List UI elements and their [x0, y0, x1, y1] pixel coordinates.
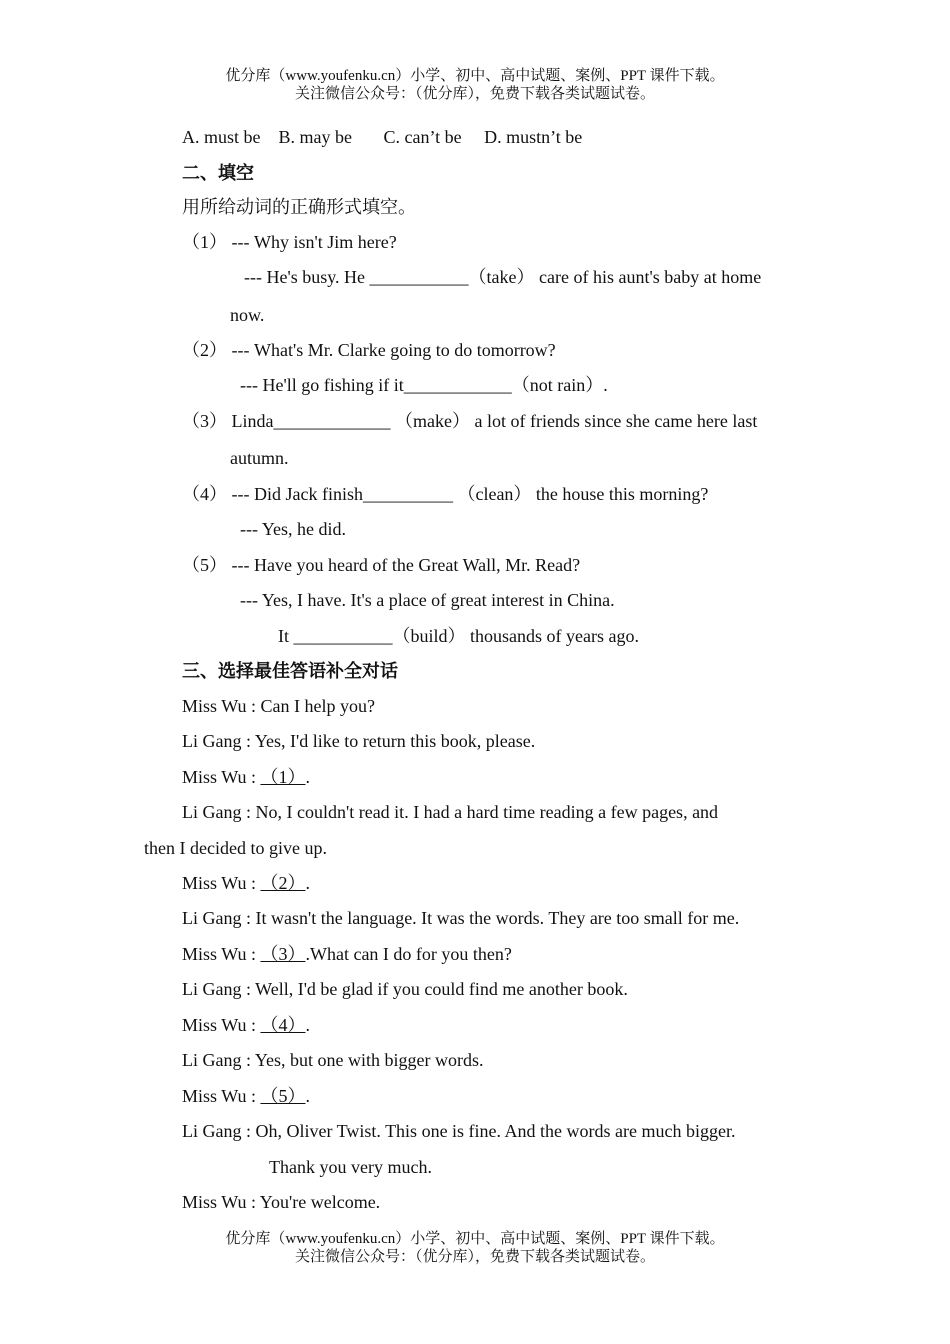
answer-blank-5: （5） — [260, 1086, 306, 1106]
dialogue-line: Miss Wu : （2）. — [182, 873, 310, 893]
dialogue-line: Li Gang : Yes, I'd like to return this book, please. — [182, 731, 536, 751]
answer-blank-2: （2） — [260, 873, 306, 893]
section-2-title: 二、填空 — [182, 163, 254, 183]
dialogue-line: Miss Wu : （5）. — [182, 1086, 310, 1106]
header-line-2: 关注微信公众号：（优分库），免费下载各类试题试卷。 — [294, 86, 655, 102]
header-line-1: 优分库（www.youfenku.cn）小学、初中、高中试题、案例、PPT 课件下载。 — [225, 68, 725, 84]
question-1-answer: --- He's busy. He ___________（take） care of his aunt's baby at home — [244, 267, 762, 287]
options-line: A. must be B. may be C. can’t be D. mustn’t be — [182, 127, 583, 147]
section-2-instruction: 用所给动词的正确形式填空。 — [182, 197, 416, 217]
question-1-continuation: now. — [230, 305, 265, 325]
question-2-answer: --- He'll go fishing if it____________（not rain）. — [240, 375, 608, 395]
question-5-continuation: It ___________（build） thousands of years ago. — [278, 626, 639, 646]
section-3-title: 三、选择最佳答语补全对话 — [182, 661, 398, 681]
dialogue-line: Miss Wu : You're welcome. — [182, 1192, 381, 1212]
answer-blank-4: （4） — [260, 1015, 306, 1035]
footer-line-2: 关注微信公众号：（优分库），免费下载各类试题试卷。 — [294, 1249, 655, 1265]
dialogue-line: Li Gang : It wasn't the language. It was the words. They are too small for me. — [182, 908, 740, 928]
speaker-label: Miss Wu : — [182, 767, 261, 787]
question-2-prompt: （2） --- What's Mr. Clarke going to do tomorrow? — [182, 340, 556, 360]
dialogue-line: Miss Wu : （4）. — [182, 1015, 310, 1035]
question-3-prompt: （3） Linda_____________ （make） a lot of friends since she came here last — [182, 411, 758, 431]
page-footer — [0, 1230, 950, 1266]
speaker-label: Miss Wu : — [182, 1015, 261, 1035]
dialogue-line: Miss Wu : （3）.What can I do for you then? — [182, 944, 512, 964]
answer-blank-3: （3） — [260, 944, 306, 964]
speaker-label: Miss Wu : — [182, 873, 261, 893]
speaker-label: Miss Wu : — [182, 944, 261, 964]
dialogue-line-continuation: Thank you very much. — [269, 1157, 432, 1177]
dialogue-line: Li Gang : Yes, but one with bigger words. — [182, 1050, 484, 1070]
dialogue-line-continuation: then I decided to give up. — [144, 838, 327, 858]
question-4-answer: --- Yes, he did. — [240, 519, 346, 539]
dialogue-line: Miss Wu : （1）. — [182, 767, 310, 787]
answer-blank-1: （1） — [260, 767, 306, 787]
question-1-prompt: （1） --- Why isn't Jim here? — [182, 232, 397, 252]
dialogue-line: Li Gang : No, I couldn't read it. I had a hard time reading a few pages, and — [182, 802, 719, 822]
footer-line-1: 优分库（www.youfenku.cn）小学、初中、高中试题、案例、PPT 课件下载。 — [225, 1231, 725, 1247]
page-header — [0, 67, 950, 103]
dialogue-line: Li Gang : Oh, Oliver Twist. This one is fine. And the words are much bigger. — [182, 1121, 736, 1141]
question-5-prompt: （5） --- Have you heard of the Great Wall, Mr. Read? — [182, 555, 581, 575]
question-5-answer: --- Yes, I have. It's a place of great interest in China. — [240, 590, 615, 610]
question-4-prompt: （4） --- Did Jack finish__________ （clean） the house this morning? — [182, 484, 709, 504]
question-3-continuation: autumn. — [230, 448, 289, 468]
dialogue-line: Li Gang : Well, I'd be glad if you could find me another book. — [182, 979, 628, 999]
speaker-label: Miss Wu : — [182, 1086, 261, 1106]
dialogue-line: Miss Wu : Can I help you? — [182, 696, 375, 716]
